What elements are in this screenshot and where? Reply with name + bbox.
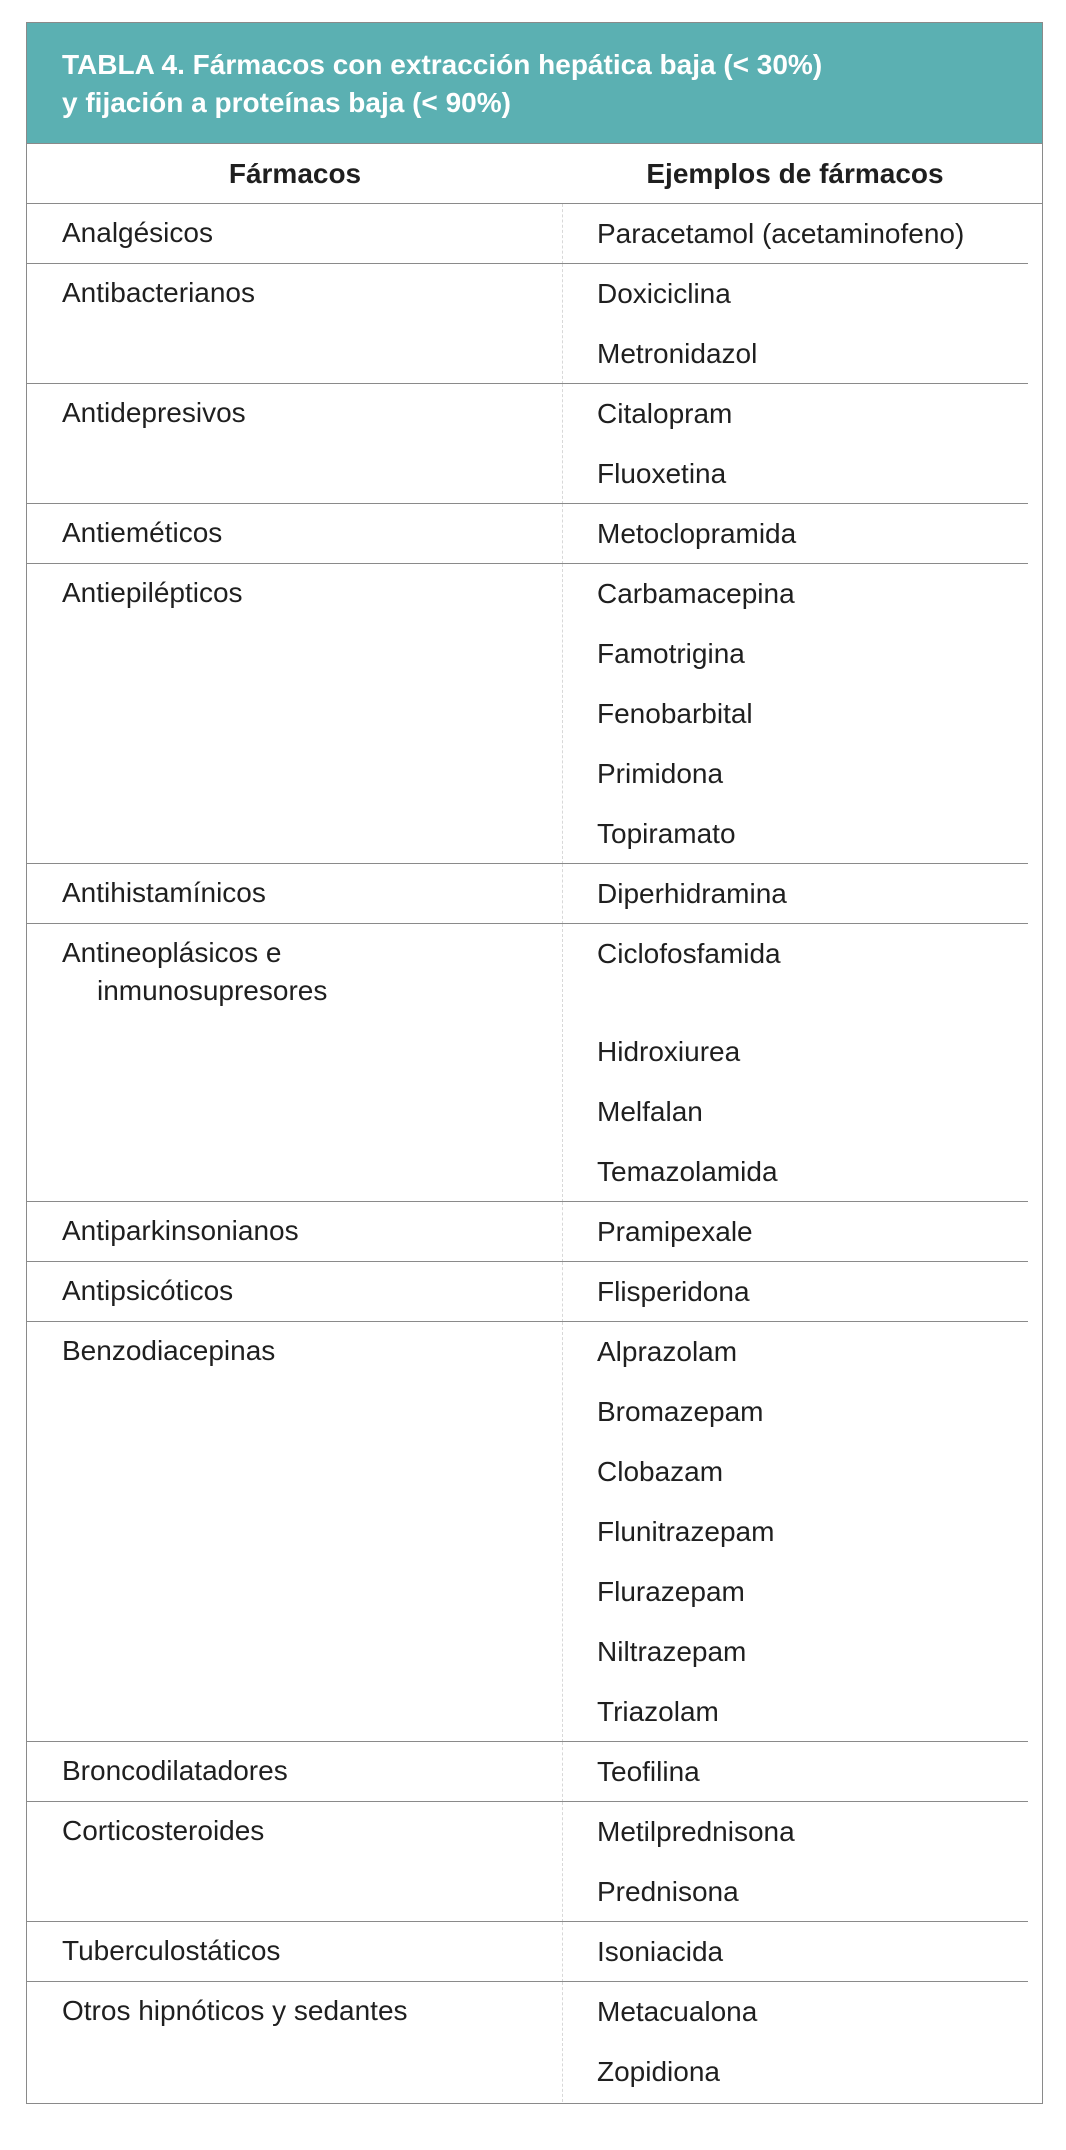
table-header-row [27,144,1042,204]
table-row-group [27,384,1042,504]
drug-examples-cell [563,564,1029,864]
drug-example: Teofilina [597,1756,700,1787]
table-row-group [27,1262,1042,1322]
drug-class-cell [27,564,563,864]
table-body [27,204,1042,2102]
drug-class-cell [27,384,563,504]
drug-class-label: Antipsicóticos [62,1275,234,1306]
drug-class-cell [27,864,563,924]
drug-example: Flisperidona [597,1276,750,1307]
table-title-band [27,23,1042,144]
drug-example: Primidona [597,758,724,789]
drug-class-label: Antibacterianos [62,277,256,308]
drug-example: Hidroxiurea [597,1036,741,1067]
drug-examples-cell [563,1922,1029,1982]
drug-examples-cell [563,384,1029,504]
drug-class-label: Tuberculostáticos [62,1935,281,1966]
drug-examples-cell [563,504,1029,564]
table-row-group [27,924,1042,1202]
drug-example: Topiramato [597,818,736,849]
table-title-line-2: y fijación a proteínas baja (< 90%) [62,87,511,118]
table-row-group [27,1982,1042,2102]
drug-example: Prednisona [597,1876,739,1907]
drug-class-cell [27,1202,563,1262]
drug-class-cell [27,1922,563,1982]
drug-examples-cell [563,1322,1029,1742]
drug-class-label: Analgésicos [62,217,213,248]
drug-example: Metilprednisona [597,1816,795,1847]
drug-class-label: Antieméticos [62,517,223,548]
drug-class-label: Otros hipnóticos y sedantes [62,1995,408,2026]
drug-class-cell [27,1262,563,1322]
drug-class-cell [27,924,563,1202]
drug-example: Diperhidramina [597,878,787,909]
drug-example: Flunitrazepam [597,1516,775,1547]
drug-class-label: Broncodilatadores [62,1755,288,1786]
drug-example: Isoniacida [597,1936,724,1967]
drug-examples-cell [563,1982,1029,2102]
table-row-group [27,1322,1042,1742]
drug-example: Metronidazol [597,338,758,369]
drug-examples-cell [563,1262,1029,1322]
drug-class-cell [27,1742,563,1802]
drug-class-label: Antiparkinsonianos [62,1215,299,1246]
table-frame [26,22,1043,2104]
drug-class-label: Antihistamínicos [62,877,266,908]
drug-examples-cell [563,924,1029,1202]
drug-example: Pramipexale [597,1216,753,1247]
table-row-group [27,264,1042,384]
drug-examples-cell [563,1802,1029,1922]
drug-example: Famotrigina [597,638,745,669]
table-row-group [27,864,1042,924]
drug-example: Alprazolam [597,1336,738,1367]
drug-example: Niltrazepam [597,1636,747,1667]
drug-example: Ciclofosfamida [597,938,781,969]
drug-examples-cell [563,864,1029,924]
drug-example: Metacualona [597,1996,758,2027]
drug-class-label: Antiepilépticos [62,577,243,608]
table-row-group [27,1742,1042,1802]
drug-examples-cell [563,1202,1029,1262]
drug-example: Temazolamida [597,1156,778,1187]
drug-class-label: Benzodiacepinas [62,1335,276,1366]
table-row-group [27,1802,1042,1922]
table-title-line-1: TABLA 4. Fármacos con extracción hepática baja (< 30%) [62,49,823,80]
table-row-group [27,204,1042,264]
drug-example: Metoclopramida [597,518,797,549]
table-row-group [27,1922,1042,1982]
column-header-farmacos: Fármacos [228,158,362,189]
table-row-group [27,564,1042,864]
drug-class-label-continuation: inmunosupresores [97,975,328,1006]
drug-class-label: Antidepresivos [62,397,246,428]
drug-example: Fluoxetina [597,458,727,489]
drug-examples-cell [563,264,1029,384]
drug-examples-cell [563,204,1029,264]
drug-class-cell [27,1982,563,2102]
drug-examples-cell [563,1742,1029,1802]
drug-example: Clobazam [597,1456,724,1487]
drug-example: Citalopram [597,398,733,429]
drug-example: Doxiciclina [597,278,731,309]
drug-example: Paracetamol (acetaminofeno) [597,218,965,249]
drug-class-cell [27,504,563,564]
drug-example: Carbamacepina [597,578,795,609]
drug-class-cell [27,264,563,384]
drug-class-label: Corticosteroides [62,1815,265,1846]
drug-example: Triazolam [597,1696,719,1727]
table-row-group [27,504,1042,564]
drug-class-label: Antineoplásicos e [62,937,282,968]
drug-example: Zopidiona [597,2056,720,2087]
drug-example: Flurazepam [597,1576,745,1607]
drug-class-cell [27,204,563,264]
drug-example: Fenobarbital [597,698,753,729]
table-row-group [27,1202,1042,1262]
drug-example: Melfalan [597,1096,703,1127]
drug-class-cell [27,1322,563,1742]
drug-example: Bromazepam [597,1396,764,1427]
column-header-ejemplos: Ejemplos de fármacos [646,158,944,189]
drug-class-cell [27,1802,563,1922]
